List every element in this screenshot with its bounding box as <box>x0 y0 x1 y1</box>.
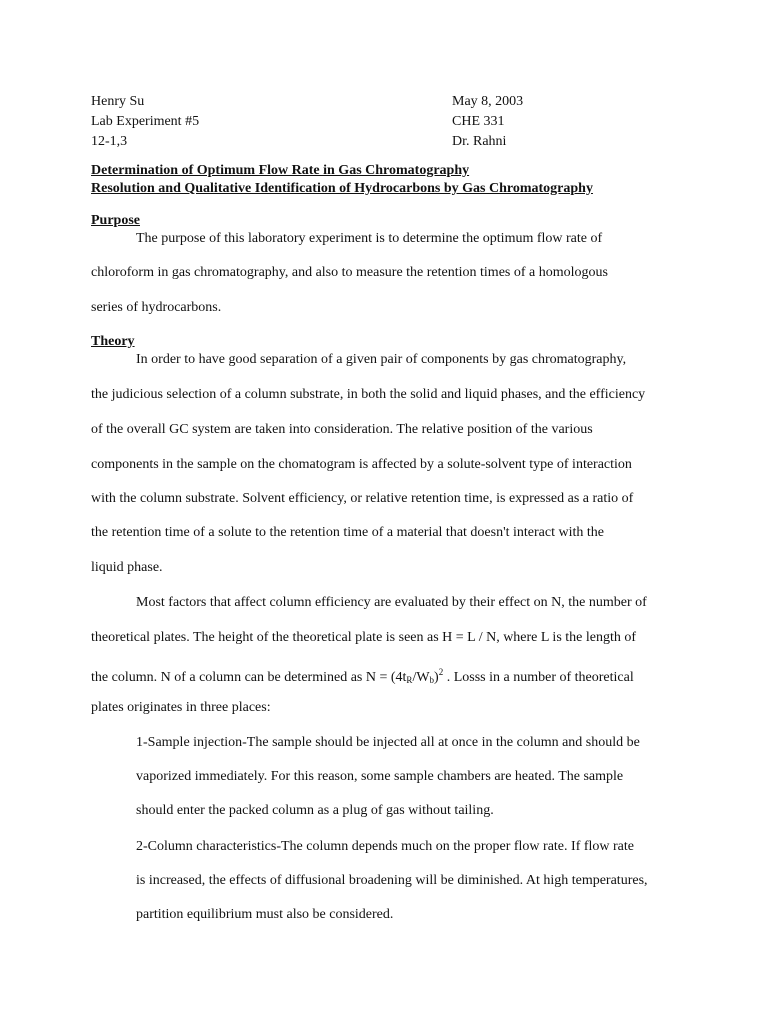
theory-heading: Theory <box>91 334 135 349</box>
theory-para2-formula-line <box>91 663 634 689</box>
theory-para2-line: plates originates in three places: <box>91 700 271 715</box>
theory-para2-line: theoretical plates. The height of the theoretical plate is seen as H = L / N, where L is the length of <box>91 630 637 645</box>
report-date: May 8, 2003 <box>452 94 524 109</box>
purpose-line: chloroform in gas chromatography, and also to measure the retention times of a homologous <box>91 265 608 280</box>
theory-para1-line: components in the sample on the chomatogram is affected by a solute-solvent type of interaction <box>91 457 632 472</box>
squared-superscript: 2 <box>438 667 444 677</box>
width-subscript: b <box>429 675 435 685</box>
purpose-line: series of hydrocarbons. <box>91 300 222 315</box>
title-line-1: Determination of Optimum Flow Rate in Gas Chromatography <box>91 163 470 178</box>
list-item-line: vaporized immediately. For this reason, some sample chambers are heated. The sample <box>136 769 624 784</box>
list-item-line: partition equilibrium must also be considered. <box>136 907 394 922</box>
theory-para1-line: the retention time of a solute to the retention time of a material that doesn't interact with the <box>91 525 604 540</box>
course-code: CHE 331 <box>452 114 505 129</box>
list-item-line: should enter the packed column as a plug of gas without tailing. <box>136 803 494 818</box>
header-right-block <box>452 92 523 152</box>
theory-para1-line: with the column substrate. Solvent efficiency, or relative retention time, is expressed as a ratio of <box>91 491 634 506</box>
formula-text: . Losss in a number of theoretical <box>443 670 634 685</box>
section-number: 12-1,3 <box>91 134 128 149</box>
retention-subscript: R <box>406 675 413 685</box>
experiment-number: Lab Experiment #5 <box>91 114 200 129</box>
list-item-line: 2-Column characteristics-The column depends much on the proper flow rate. If flow rate <box>136 839 634 854</box>
list-item-line: is increased, the effects of diffusional broadening will be diminished. At high temperatures, <box>136 873 648 888</box>
formula-text: /W <box>412 670 430 685</box>
theory-para1-line: of the overall GC system are taken into consideration. The relative position of the various <box>91 422 593 437</box>
purpose-heading: Purpose <box>91 213 140 228</box>
header-left-block <box>91 92 199 152</box>
author-name: Henry Su <box>91 94 145 109</box>
theory-para1-line: the judicious selection of a column substrate, in both the solid and liquid phases, and the efficiency <box>91 387 646 402</box>
theory-para1-line: liquid phase. <box>91 560 163 575</box>
instructor-name: Dr. Rahni <box>452 134 507 149</box>
document-titles <box>91 162 593 198</box>
theory-para1-line: In order to have good separation of a given pair of components by gas chromatography, <box>136 352 627 367</box>
list-item-line: 1-Sample injection-The sample should be injected all at once in the column and should be <box>136 735 640 750</box>
formula-text: the column. N of a column can be determined as N = (4t <box>91 670 407 685</box>
formula-text: ) <box>434 670 439 685</box>
title-line-2: Resolution and Qualitative Identification of Hydrocarbons by Gas Chromatography <box>91 181 593 196</box>
theory-para2-line: Most factors that affect column efficiency are evaluated by their effect on N, the number of <box>136 595 647 610</box>
purpose-line: The purpose of this laboratory experiment is to determine the optimum flow rate of <box>136 231 603 246</box>
